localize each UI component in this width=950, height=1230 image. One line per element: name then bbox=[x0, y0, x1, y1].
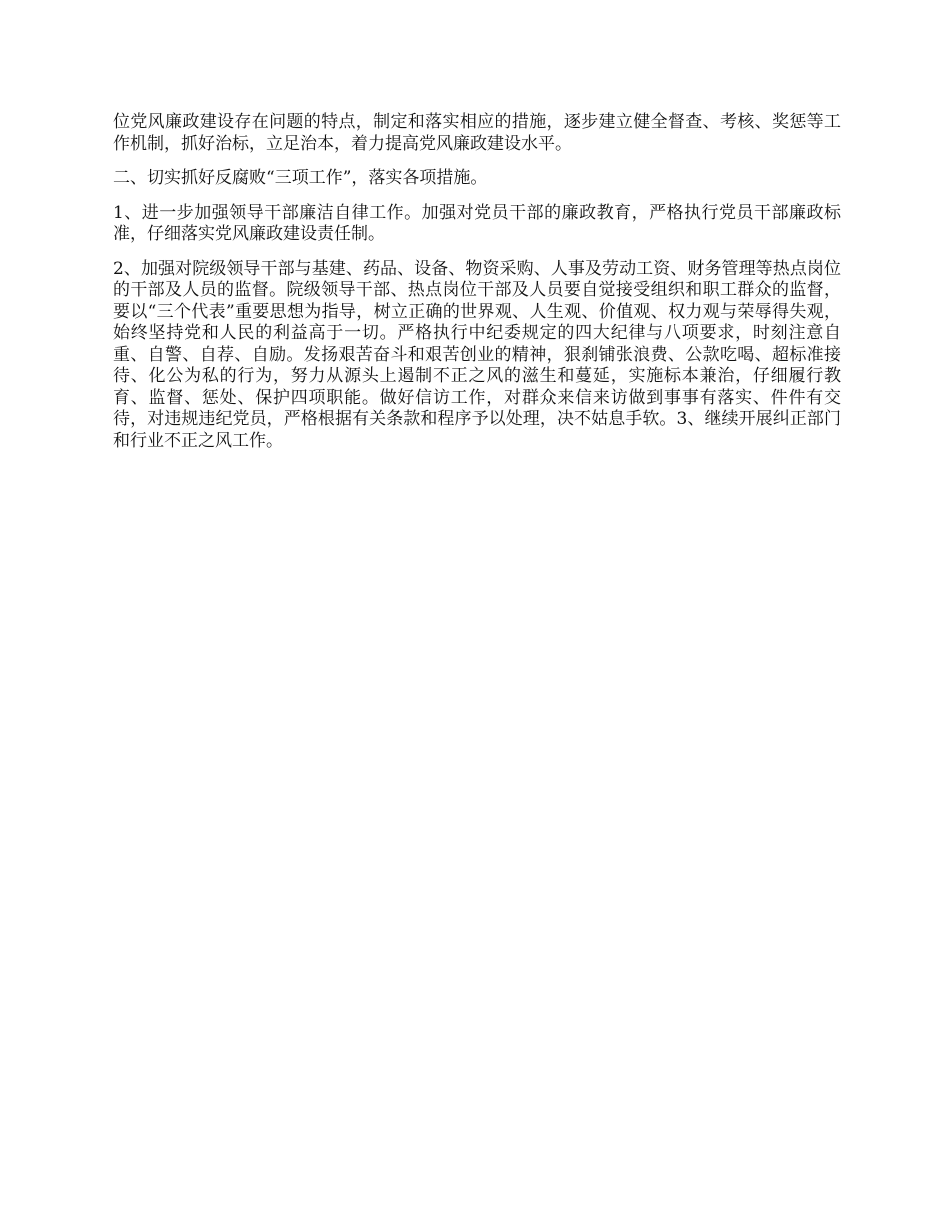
paragraph-item-2: 2、加强对院级领导干部与基建、药品、设备、物资采购、人事及劳动工资、财务管理等热点岗位的干部及人员的监督。院级领导干部、热点岗位干部及人员要自觉接受组织和职工群众的监督，要以“三个代表”重要思想为指导，树立正确的世界观、人生观、价值观、权力观与荣辱得失观，始终坚持党和人民的利益高于一切。严格执行中纪委规定的四大纪律与八项要求，时刻注意自重、自警、自荐、自励。发扬艰苦奋斗和艰苦创业的精神，狠刹铺张浪费、公款吃喝、超标准接待、化公为私的行为，努力从源头上遏制不正之风的滋生和蔓延，实施标本兼治，仔细履行教育、监督、惩处、保护四项职能。做好信访工作，对群众来信来访做到事事有落实、件件有交待，对违规违纪党员，严格根据有关条款和程序予以处理，决不姑息手软。3、继续开展纠正部门和行业不正之风工作。 bbox=[113, 258, 841, 451]
paragraph-intro: 位党风廉政建设存在问题的特点，制定和落实相应的措施，逐步建立健全督查、考核、奖惩等工作机制，抓好治标，立足治本，着力提高党风廉政建设水平。 bbox=[113, 112, 841, 154]
document-body bbox=[113, 112, 841, 465]
paragraph-item-1: 1、进一步加强领导干部廉洁自律工作。加强对党员干部的廉政教育，严格执行党员干部廉政标准，仔细落实党风廉政建设责任制。 bbox=[113, 202, 841, 244]
section-heading-two: 二、切实抓好反腐败“三项工作”，落实各项措施。 bbox=[113, 168, 488, 188]
